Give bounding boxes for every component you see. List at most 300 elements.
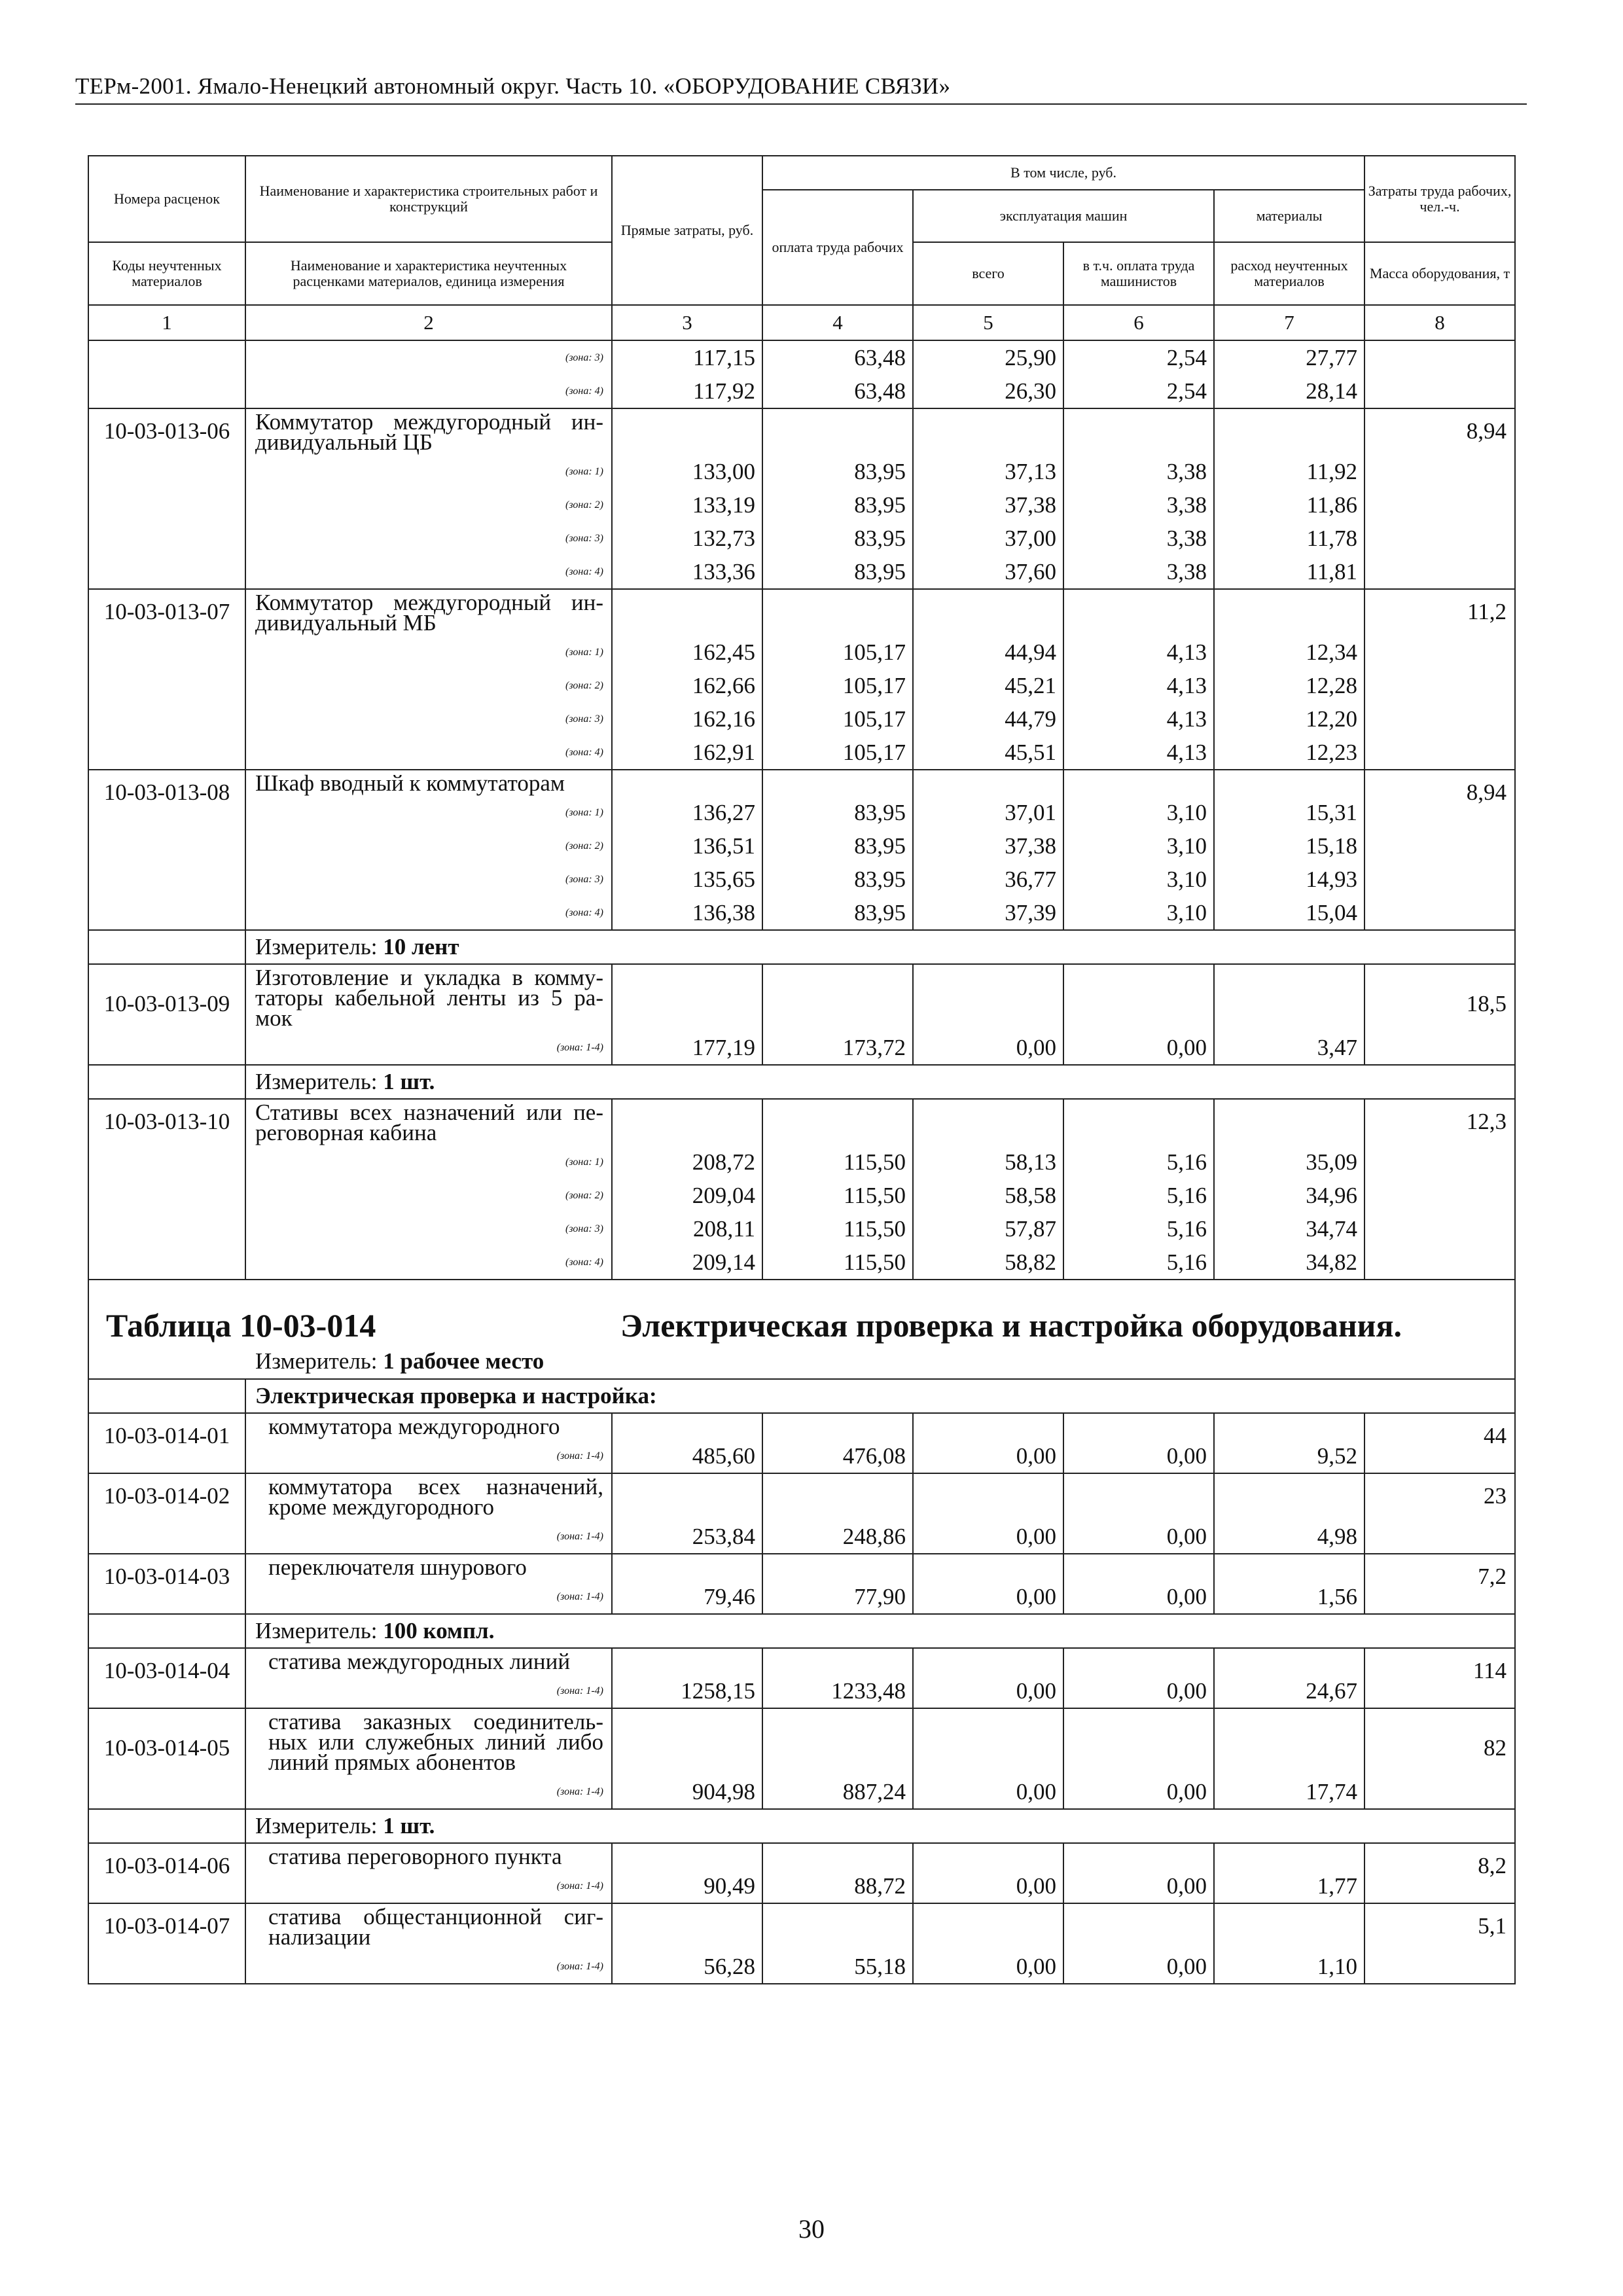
- rate-code: 10-03-013-10: [88, 1099, 245, 1280]
- value-cell: 35,09: [1306, 1149, 1358, 1175]
- col8-bottom-header: Масса оборудования, т: [1364, 242, 1515, 305]
- zone-label: (зона: 3): [565, 713, 603, 725]
- rate-code: 10-03-013-07: [88, 589, 245, 770]
- labor-cost-cell: 114: [1364, 1648, 1515, 1708]
- value-cell: 1,56: [1317, 1584, 1358, 1609]
- value-cell: 1258,15: [681, 1678, 755, 1704]
- value-cell: 105,17: [842, 673, 906, 698]
- empty-cell: [88, 1809, 245, 1843]
- value-cell: 83,95: [854, 559, 906, 584]
- value-column-cell: [762, 1554, 913, 1614]
- value-cell: 15,31: [1306, 800, 1358, 825]
- rate-code: [88, 340, 245, 408]
- value-cell: 1233,48: [831, 1678, 906, 1704]
- value-cell: 25,90: [1005, 345, 1056, 370]
- materials-header: материалы: [1214, 190, 1364, 242]
- value-cell: 115,50: [844, 1216, 906, 1242]
- running-header: ТЕРм-2001. Ямало-Ненецкий автономный округ. Часть 10. «ОБОРУДОВАНИЕ СВЯЗИ»: [75, 73, 951, 99]
- value-cell: 476,08: [842, 1443, 906, 1469]
- value-cell: 5,16: [1166, 1183, 1207, 1208]
- value-column-cell: [762, 1413, 913, 1473]
- value-column-cell: [913, 1903, 1063, 1984]
- rate-name-cell: [245, 589, 612, 770]
- value-cell: 4,13: [1166, 639, 1207, 665]
- rate-name-cell: [245, 1413, 612, 1473]
- rate-name: Коммутатор междугородный ин-дивидуальный ЦБ: [255, 409, 603, 455]
- value-column-cell: [1063, 1554, 1214, 1614]
- rates-table: [88, 155, 1516, 1984]
- value-column-cell: [1063, 770, 1214, 930]
- labor-cost-cell: 82: [1364, 1708, 1515, 1809]
- col1-bottom-header: Коды неучтенных материалов: [88, 242, 245, 305]
- labor-cost-cell: [1364, 340, 1515, 408]
- value-cell: 117,92: [693, 378, 755, 404]
- value-cell: 105,17: [842, 639, 906, 665]
- page-number: 30: [798, 2214, 825, 2244]
- value-cell: 11,78: [1306, 526, 1358, 551]
- value-column-cell: [762, 408, 913, 589]
- value-column-cell: [1063, 1473, 1214, 1554]
- value-column-cell: [612, 340, 762, 408]
- labor-cost-cell: 11,2: [1364, 589, 1515, 770]
- value-cell: 115,50: [844, 1249, 906, 1275]
- measure-value: 1 шт.: [383, 1069, 435, 1094]
- table-number-title: Таблица 10-03-014: [106, 1307, 376, 1344]
- zone-label: (зона: 1-4): [556, 1450, 603, 1462]
- table-title-cell: [88, 1280, 1515, 1379]
- rate-name: коммутатора междугородного: [268, 1414, 560, 1439]
- zone-label: (зона: 1): [565, 1157, 603, 1168]
- measure-label: Измеритель:: [255, 1069, 378, 1094]
- value-cell: 63,48: [854, 378, 906, 404]
- col2-top-header: Наименование и характеристика строительных работ и конструкций: [245, 156, 612, 242]
- value-cell: 0,00: [1166, 1779, 1207, 1804]
- value-cell: 253,84: [692, 1524, 755, 1549]
- rate-item-row: [88, 964, 1515, 1065]
- rate-item-row: [88, 1413, 1515, 1473]
- value-column-cell: [1214, 340, 1364, 408]
- header-row-1: [88, 156, 1515, 190]
- value-column-cell: [612, 964, 762, 1065]
- value-column-cell: [762, 1473, 913, 1554]
- value-column-cell: [612, 1708, 762, 1809]
- rate-code: 10-03-014-05: [88, 1708, 245, 1809]
- value-column-cell: [913, 1413, 1063, 1473]
- zone-label: (зона: 4): [565, 747, 603, 758]
- rate-item-row: [88, 1648, 1515, 1708]
- value-cell: 0,00: [1016, 1443, 1056, 1469]
- labor-cost-cell: 18,5: [1364, 964, 1515, 1065]
- rate-code: 10-03-014-07: [88, 1903, 245, 1984]
- value-cell: 58,82: [1005, 1249, 1056, 1275]
- value-cell: 135,65: [692, 867, 755, 892]
- value-column-cell: [1063, 589, 1214, 770]
- value-column-cell: [913, 589, 1063, 770]
- value-cell: 45,51: [1005, 740, 1056, 765]
- rate-name-cell: [245, 1648, 612, 1708]
- value-cell: 0,00: [1016, 1524, 1056, 1549]
- value-cell: 485,60: [692, 1443, 755, 1469]
- value-cell: 0,00: [1016, 1035, 1056, 1060]
- value-column-cell: [762, 1648, 913, 1708]
- value-column-cell: [612, 1473, 762, 1554]
- value-column-cell: [762, 589, 913, 770]
- zone-label: (зона: 1): [565, 807, 603, 818]
- value-cell: 63,48: [854, 345, 906, 370]
- value-cell: 2,54: [1166, 378, 1207, 404]
- value-cell: 24,67: [1306, 1678, 1358, 1704]
- value-column-cell: [1063, 1099, 1214, 1280]
- rate-name: Стативы всех назначений или пе-реговорная кабина: [255, 1100, 603, 1145]
- table-subtitle: Электрическая проверка и настройка оборудования.: [620, 1307, 1402, 1344]
- value-cell: 904,98: [692, 1779, 755, 1804]
- rate-name: Изготовление и укладка в комму-таторы кабельной ленты из 5 ра-мок: [255, 965, 603, 1031]
- value-column-cell: [612, 770, 762, 930]
- value-column-cell: [1214, 1413, 1364, 1473]
- value-column-cell: [612, 589, 762, 770]
- zone-label: (зона: 2): [565, 680, 603, 691]
- column-number: 8: [1364, 305, 1515, 340]
- value-cell: 83,95: [854, 459, 906, 484]
- measure-row: [88, 1614, 1515, 1648]
- value-cell: 3,38: [1166, 492, 1207, 518]
- value-cell: 37,60: [1005, 559, 1056, 584]
- value-cell: 209,04: [692, 1183, 755, 1208]
- value-cell: 177,19: [692, 1035, 755, 1060]
- value-cell: 11,92: [1306, 459, 1358, 484]
- column-number-row: [88, 305, 1515, 340]
- value-cell: 14,93: [1306, 867, 1358, 892]
- value-cell: 37,01: [1005, 800, 1056, 825]
- zone-label: (зона: 3): [565, 533, 603, 544]
- included-header: В том числе, руб.: [762, 156, 1364, 190]
- rate-name: статива переговорного пункта: [268, 1844, 562, 1869]
- zone-label: (зона: 2): [565, 1190, 603, 1201]
- empty-cell: [88, 930, 245, 964]
- value-cell: 162,91: [692, 740, 755, 765]
- rate-name-cell: [245, 1473, 612, 1554]
- col6-header: в т.ч. оплата труда машинистов: [1063, 242, 1214, 305]
- value-cell: 45,21: [1005, 673, 1056, 698]
- value-cell: 162,16: [692, 706, 755, 732]
- section-heading-cell: [245, 1379, 1515, 1413]
- value-cell: 34,82: [1306, 1249, 1358, 1275]
- value-column-cell: [762, 340, 913, 408]
- rate-item-row: [88, 340, 1515, 408]
- value-column-cell: [762, 1708, 913, 1809]
- value-cell: 105,17: [842, 740, 906, 765]
- col3-header: Прямые затраты, руб.: [612, 156, 762, 305]
- value-column-cell: [612, 1413, 762, 1473]
- value-column-cell: [1063, 408, 1214, 589]
- zone-label: (зона: 3): [565, 874, 603, 885]
- zone-label: (зона: 1-4): [556, 1531, 603, 1542]
- column-number: 6: [1063, 305, 1214, 340]
- measure-row: [88, 1809, 1515, 1843]
- value-column-cell: [612, 1099, 762, 1280]
- value-cell: 83,95: [854, 492, 906, 518]
- value-cell: 44,94: [1005, 639, 1056, 665]
- value-cell: 12,28: [1306, 673, 1358, 698]
- value-column-cell: [612, 1554, 762, 1614]
- value-column-cell: [762, 964, 913, 1065]
- value-cell: 36,77: [1005, 867, 1056, 892]
- labor-cost-cell: 7,2: [1364, 1554, 1515, 1614]
- value-cell: 3,10: [1166, 867, 1207, 892]
- value-cell: 173,72: [842, 1035, 906, 1060]
- rates-table-container: [88, 155, 1514, 1984]
- value-cell: 83,95: [854, 526, 906, 551]
- rate-name: Коммутатор междугородный ин-дивидуальный МБ: [255, 590, 603, 636]
- rate-code: 10-03-013-06: [88, 408, 245, 589]
- value-column-cell: [612, 1648, 762, 1708]
- table-title-row: [88, 1280, 1515, 1379]
- value-cell: 34,96: [1306, 1183, 1358, 1208]
- value-cell: 1,10: [1317, 1954, 1358, 1979]
- value-cell: 83,95: [854, 800, 906, 825]
- rate-item-row: [88, 1473, 1515, 1554]
- labor-cost-cell: 5,1: [1364, 1903, 1515, 1984]
- value-cell: 0,00: [1016, 1779, 1056, 1804]
- value-cell: 4,98: [1317, 1524, 1358, 1549]
- measure-row: [88, 930, 1515, 964]
- value-cell: 0,00: [1166, 1678, 1207, 1704]
- zone-label: (зона: 2): [565, 840, 603, 852]
- rate-name-cell: [245, 340, 612, 408]
- value-cell: 3,47: [1317, 1035, 1358, 1060]
- value-cell: 77,90: [854, 1584, 906, 1609]
- value-cell: 9,52: [1317, 1443, 1358, 1469]
- value-cell: 83,95: [854, 900, 906, 925]
- measure-label: Измеритель:: [255, 1813, 378, 1839]
- value-cell: 3,10: [1166, 800, 1207, 825]
- zone-label: (зона: 4): [565, 566, 603, 577]
- value-cell: 162,66: [692, 673, 755, 698]
- column-number: 7: [1214, 305, 1364, 340]
- rate-code: 10-03-014-04: [88, 1648, 245, 1708]
- zone-label: (зона: 3): [565, 1223, 603, 1234]
- rate-name-cell: [245, 408, 612, 589]
- labor-cost-cell: 8,2: [1364, 1843, 1515, 1903]
- empty-cell: [88, 1065, 245, 1099]
- value-cell: 3,38: [1166, 559, 1207, 584]
- value-column-cell: [1214, 770, 1364, 930]
- rate-item-row: [88, 1554, 1515, 1614]
- value-cell: 37,39: [1005, 900, 1056, 925]
- value-cell: 5,16: [1166, 1249, 1207, 1275]
- rate-item-row: [88, 589, 1515, 770]
- value-cell: 56,28: [704, 1954, 755, 1979]
- value-cell: 136,51: [692, 833, 755, 859]
- value-column-cell: [913, 1843, 1063, 1903]
- value-cell: 83,95: [854, 833, 906, 859]
- labor-cost-cell: 44: [1364, 1413, 1515, 1473]
- value-column-cell: [1214, 1843, 1364, 1903]
- value-column-cell: [1063, 1708, 1214, 1809]
- zone-label: (зона: 1-4): [556, 1685, 603, 1696]
- rate-name-cell: [245, 1554, 612, 1614]
- value-column-cell: [1214, 1554, 1364, 1614]
- value-column-cell: [612, 1903, 762, 1984]
- value-column-cell: [913, 770, 1063, 930]
- section-row: [88, 1379, 1515, 1413]
- rate-name-cell: [245, 1708, 612, 1809]
- value-cell: 26,30: [1005, 378, 1056, 404]
- value-column-cell: [1214, 964, 1364, 1065]
- column-number: 2: [245, 305, 612, 340]
- value-cell: 27,77: [1306, 345, 1358, 370]
- value-cell: 88,72: [854, 1873, 906, 1899]
- value-cell: 12,23: [1306, 740, 1358, 765]
- zone-label: (зона: 1-4): [556, 1042, 603, 1053]
- value-column-cell: [1214, 408, 1364, 589]
- rate-item-row: [88, 1843, 1515, 1903]
- value-cell: 0,00: [1016, 1873, 1056, 1899]
- value-column-cell: [913, 1708, 1063, 1809]
- value-cell: 37,13: [1005, 459, 1056, 484]
- measure-label: Измеритель:: [255, 1348, 378, 1374]
- rate-name: статива общестанционной сиг-нализации: [268, 1904, 603, 1950]
- value-column-cell: [762, 1903, 913, 1984]
- table-measure: [255, 1348, 544, 1374]
- zone-label: (зона: 3): [565, 352, 603, 363]
- column-number: 5: [913, 305, 1063, 340]
- value-cell: 11,86: [1306, 492, 1358, 518]
- value-column-cell: [913, 964, 1063, 1065]
- value-column-cell: [1063, 340, 1214, 408]
- value-cell: 209,14: [692, 1249, 755, 1275]
- value-cell: 0,00: [1016, 1584, 1056, 1609]
- value-column-cell: [1214, 589, 1364, 770]
- value-cell: 136,38: [692, 900, 755, 925]
- value-cell: 133,00: [692, 459, 755, 484]
- rate-name-cell: [245, 1099, 612, 1280]
- rate-name: переключателя шнурового: [268, 1554, 527, 1580]
- column-number: 1: [88, 305, 245, 340]
- measure-value: 100 компл.: [383, 1618, 495, 1643]
- value-cell: 3,38: [1166, 526, 1207, 551]
- header-rule: [75, 103, 1527, 105]
- value-column-cell: [1214, 1099, 1364, 1280]
- value-cell: 0,00: [1166, 1443, 1207, 1469]
- column-number: 3: [612, 305, 762, 340]
- value-cell: 208,72: [692, 1149, 755, 1175]
- value-cell: 162,45: [692, 639, 755, 665]
- rate-item-row: [88, 770, 1515, 930]
- measure-label: Измеритель:: [255, 934, 378, 960]
- value-cell: 3,10: [1166, 900, 1207, 925]
- value-cell: 887,24: [842, 1779, 906, 1804]
- value-cell: 44,79: [1005, 706, 1056, 732]
- value-column-cell: [913, 408, 1063, 589]
- col7-header: расход неучтенных материалов: [1214, 242, 1364, 305]
- value-column-cell: [913, 1648, 1063, 1708]
- value-cell: 0,00: [1166, 1954, 1207, 1979]
- value-cell: 0,00: [1166, 1524, 1207, 1549]
- value-column-cell: [1214, 1903, 1364, 1984]
- labor-cost-cell: 23: [1364, 1473, 1515, 1554]
- rate-name: статива заказных соединитель-ных или служебных линий либо линий прямых абонентов: [268, 1709, 603, 1775]
- value-cell: 12,20: [1306, 706, 1358, 732]
- value-cell: 0,00: [1166, 1584, 1207, 1609]
- measure-cell: [245, 1809, 1515, 1843]
- value-cell: 0,00: [1016, 1678, 1056, 1704]
- measure-cell: [245, 1065, 1515, 1099]
- col4-header: оплата труда рабочих: [762, 190, 913, 305]
- value-cell: 5,16: [1166, 1149, 1207, 1175]
- value-cell: 4,13: [1166, 673, 1207, 698]
- rate-code: 10-03-013-08: [88, 770, 245, 930]
- value-cell: 208,11: [693, 1216, 755, 1242]
- section-heading: Электрическая проверка и настройка:: [255, 1383, 657, 1408]
- measure-cell: [245, 930, 1515, 964]
- rate-code: 10-03-014-03: [88, 1554, 245, 1614]
- rate-item-row: [88, 1903, 1515, 1984]
- labor-cost-cell: 8,94: [1364, 408, 1515, 589]
- value-cell: 28,14: [1306, 378, 1358, 404]
- rate-code: 10-03-013-09: [88, 964, 245, 1065]
- zone-label: (зона: 1): [565, 466, 603, 477]
- rate-name: статива междугородных линий: [268, 1649, 571, 1674]
- value-column-cell: [913, 1473, 1063, 1554]
- measure-value: 1 шт.: [383, 1813, 435, 1839]
- rate-name-cell: [245, 1843, 612, 1903]
- machines-header: эксплуатация машин: [913, 190, 1214, 242]
- value-cell: 4,13: [1166, 740, 1207, 765]
- rate-code: 10-03-014-06: [88, 1843, 245, 1903]
- value-cell: 136,27: [692, 800, 755, 825]
- measure-label: Измеритель:: [255, 1618, 378, 1643]
- value-column-cell: [1214, 1473, 1364, 1554]
- value-cell: 37,00: [1005, 526, 1056, 551]
- empty-cell: [88, 1379, 245, 1413]
- value-column-cell: [913, 340, 1063, 408]
- value-cell: 115,50: [844, 1183, 906, 1208]
- value-cell: 0,00: [1016, 1954, 1056, 1979]
- col8-top-header: Затраты труда рабочих, чел.-ч.: [1364, 156, 1515, 242]
- value-cell: 1,77: [1317, 1873, 1358, 1899]
- rate-name-cell: [245, 770, 612, 930]
- value-cell: 57,87: [1005, 1216, 1056, 1242]
- col1-top-header: Номера расценок: [88, 156, 245, 242]
- value-column-cell: [762, 770, 913, 930]
- rate-name: коммутатора всех назначений, кроме междугородного: [268, 1474, 603, 1520]
- value-cell: 0,00: [1166, 1035, 1207, 1060]
- measure-value: 1 рабочее место: [383, 1348, 544, 1374]
- rate-name: Шкаф вводный к коммутаторам: [255, 770, 565, 796]
- column-number: 4: [762, 305, 913, 340]
- value-cell: 58,13: [1005, 1149, 1056, 1175]
- value-cell: 15,18: [1306, 833, 1358, 859]
- value-cell: 58,58: [1005, 1183, 1056, 1208]
- value-cell: 79,46: [704, 1584, 755, 1609]
- zone-label: (зона: 1-4): [556, 1786, 603, 1797]
- rates-table-body: [88, 156, 1515, 1984]
- value-cell: 133,19: [692, 492, 755, 518]
- value-column-cell: [762, 1099, 913, 1280]
- zone-label: (зона: 1-4): [556, 1591, 603, 1602]
- rate-code: 10-03-014-02: [88, 1473, 245, 1554]
- value-cell: 133,36: [692, 559, 755, 584]
- value-cell: 11,81: [1306, 559, 1358, 584]
- value-column-cell: [1063, 1648, 1214, 1708]
- value-cell: 248,86: [842, 1524, 906, 1549]
- zone-label: (зона: 2): [565, 499, 603, 511]
- value-cell: 3,10: [1166, 833, 1207, 859]
- value-cell: 17,74: [1306, 1779, 1358, 1804]
- rate-name-cell: [245, 1903, 612, 1984]
- value-cell: 0,00: [1166, 1873, 1207, 1899]
